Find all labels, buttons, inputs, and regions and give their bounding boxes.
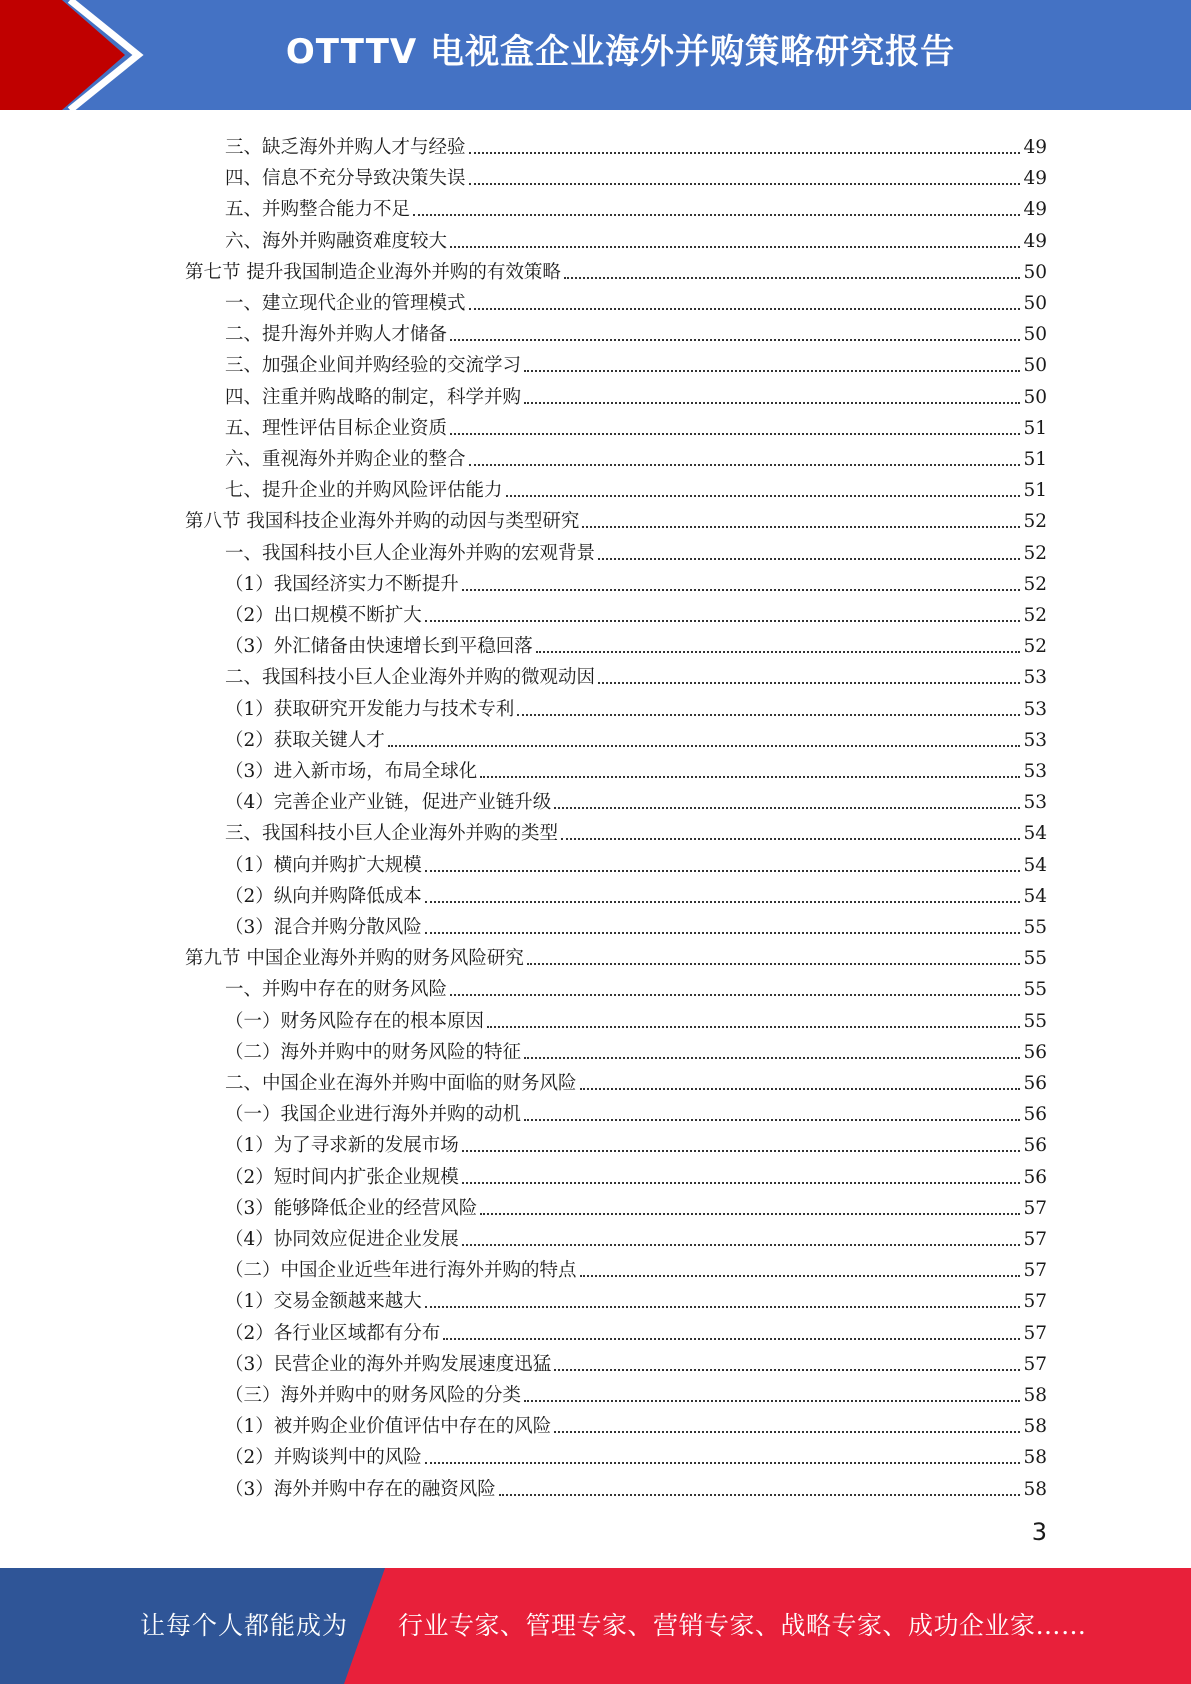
toc-entry[interactable] — [225, 627, 1047, 658]
toc-dot-leader — [554, 807, 1020, 809]
toc-entry-page: 49 — [1023, 230, 1047, 252]
toc-dot-leader — [524, 370, 1020, 372]
toc-entry-title: （3）能够降低企业的经营风险 — [225, 1197, 478, 1219]
toc-entry-title: （3）外汇储备由快速增长到平稳回落 — [225, 636, 533, 658]
toc-entry-page: 50 — [1023, 355, 1047, 377]
page-header — [0, 0, 1191, 110]
toc-entry[interactable] — [225, 1470, 1047, 1501]
toc-entry-title: （2）纵向并购降低成本 — [225, 885, 422, 907]
toc-entry[interactable] — [225, 658, 1047, 689]
toc-entry-page: 57 — [1023, 1353, 1047, 1375]
toc-entry-title: （一）财务风险存在的根本原因 — [225, 1010, 485, 1032]
toc-entry-title: （1）获取研究开发能力与技术专利 — [225, 698, 515, 720]
toc-entry[interactable] — [225, 409, 1047, 440]
toc-entry[interactable] — [225, 1064, 1047, 1095]
toc-entry-title: （2）各行业区域都有分布 — [225, 1322, 441, 1344]
toc-entry-page: 53 — [1023, 698, 1047, 720]
toc-entry-page: 52 — [1023, 542, 1047, 564]
toc-entry[interactable] — [225, 346, 1047, 377]
toc-entry-page: 55 — [1023, 917, 1047, 938]
toc-entry-title: 二、中国企业在海外并购中面临的财务风险 — [225, 1073, 577, 1094]
toc-entry[interactable] — [225, 1002, 1047, 1033]
toc-entry-page: 56 — [1023, 1104, 1047, 1126]
toc-entry-title: 第八节 我国科技企业海外并购的动因与类型研究 — [185, 511, 580, 533]
toc-dot-leader — [462, 1244, 1021, 1246]
toc-entry-page: 57 — [1023, 1322, 1047, 1344]
toc-entry[interactable] — [225, 378, 1047, 409]
toc-dot-leader — [580, 1275, 1021, 1277]
toc-entry-title: （3）进入新市场，布局全球化 — [225, 761, 478, 782]
toc-entry-title: （3）海外并购中存在的融资风险 — [225, 1478, 496, 1500]
toc-entry[interactable] — [225, 908, 1047, 939]
toc-dot-leader — [469, 464, 1021, 466]
toc-entry[interactable] — [185, 502, 1047, 533]
toc-entry-title: （二）中国企业近些年进行海外并购的特点 — [225, 1260, 577, 1282]
toc-entry[interactable] — [225, 1282, 1047, 1313]
toc-entry-title: （1）为了寻求新的发展市场 — [225, 1135, 459, 1157]
toc-entry-title: 三、加强企业间并购经验的交流学习 — [225, 355, 522, 377]
toc-dot-leader — [462, 589, 1021, 591]
toc-entry-page: 58 — [1023, 1385, 1047, 1406]
toc-entry-page: 50 — [1023, 293, 1047, 314]
toc-dot-leader — [524, 1400, 1020, 1402]
toc-dot-leader — [469, 308, 1021, 310]
toc-dot-leader — [425, 932, 1021, 934]
toc-entry[interactable] — [225, 752, 1047, 783]
toc-entry-page: 58 — [1023, 1447, 1047, 1469]
toc-entry-title: （1）交易金额越来越大 — [225, 1291, 422, 1313]
toc-dot-leader — [425, 870, 1021, 872]
toc-entry[interactable] — [185, 253, 1047, 284]
toc-entry-page: 54 — [1023, 823, 1047, 845]
toc-entry-title: （3）混合并购分散风险 — [225, 917, 422, 938]
toc-entry-title: 一、建立现代企业的管理模式 — [225, 293, 466, 314]
toc-entry[interactable] — [225, 1220, 1047, 1251]
toc-entry-page: 57 — [1023, 1229, 1047, 1250]
toc-entry-title: （4）协同效应促进企业发展 — [225, 1229, 459, 1250]
toc-entry-title: 三、缺乏海外并购人才与经验 — [225, 137, 466, 158]
toc-dot-leader — [425, 620, 1021, 622]
toc-dot-leader — [524, 1119, 1020, 1121]
toc-dot-leader — [443, 1338, 1020, 1340]
toc-entry-title: 二、提升海外并购人才储备 — [225, 324, 448, 346]
footer-slogan-left: 让每个人都能成为 — [140, 1611, 349, 1640]
toc-entry-page: 56 — [1023, 1166, 1047, 1188]
toc-entry-page: 53 — [1023, 761, 1047, 782]
toc-entry[interactable] — [225, 877, 1047, 908]
toc-entry-page: 50 — [1023, 324, 1047, 346]
toc-entry-page: 52 — [1023, 636, 1047, 658]
toc-entry-page: 57 — [1023, 1260, 1047, 1282]
toc-entry-page: 55 — [1023, 1010, 1047, 1032]
toc-entry-page: 54 — [1023, 885, 1047, 907]
toc-entry[interactable] — [225, 565, 1047, 596]
toc-entry-title: 六、海外并购融资难度较大 — [225, 230, 448, 252]
toc-entry-page: 51 — [1023, 417, 1047, 439]
toc-entry-title: （2）出口规模不断扩大 — [225, 605, 422, 626]
toc-dot-leader — [487, 1026, 1020, 1028]
toc-entry[interactable] — [225, 721, 1047, 752]
toc-entry-page: 58 — [1023, 1416, 1047, 1438]
toc-entry-page: 55 — [1023, 948, 1047, 970]
toc-entry-title: （三）海外并购中的财务风险的分类 — [225, 1385, 522, 1406]
toc-dot-leader — [598, 682, 1020, 684]
toc-dot-leader — [580, 1088, 1021, 1090]
toc-entry-title: 五、理性评估目标企业资质 — [225, 417, 448, 439]
toc-entry-title: 三、我国科技小巨人企业海外并购的类型 — [225, 823, 559, 845]
toc-entry-title: 二、我国科技小巨人企业海外并购的微观动因 — [225, 667, 596, 689]
toc-dot-leader — [561, 838, 1020, 840]
toc-entry[interactable] — [225, 128, 1047, 159]
toc-entry-page: 49 — [1023, 199, 1047, 221]
toc-entry-page: 52 — [1023, 511, 1047, 533]
toc-dot-leader — [582, 526, 1020, 528]
toc-entry[interactable] — [225, 1189, 1047, 1220]
toc-entry-title: 第七节 提升我国制造企业海外并购的有效策略 — [185, 261, 561, 283]
toc-dot-leader — [425, 1306, 1021, 1308]
toc-entry[interactable] — [225, 190, 1047, 221]
toc-entry-title: （1）被并购企业价值评估中存在的风险 — [225, 1416, 552, 1438]
toc-entry-page: 53 — [1023, 729, 1047, 751]
toc-entry-title: 一、并购中存在的财务风险 — [225, 979, 448, 1001]
toc-dot-leader — [469, 152, 1021, 154]
toc-entry-page: 52 — [1023, 605, 1047, 626]
toc-entry-page: 55 — [1023, 979, 1047, 1001]
toc-entry-title: 五、并购整合能力不足 — [225, 199, 411, 221]
toc-dot-leader — [425, 901, 1021, 903]
toc-entry-title: 四、信息不充分导致决策失误 — [225, 168, 466, 190]
toc-dot-leader — [524, 1057, 1020, 1059]
toc-entry-title: （1）我国经济实力不断提升 — [225, 573, 459, 595]
toc-dot-leader — [425, 1462, 1021, 1464]
toc-dot-leader — [450, 339, 1020, 341]
toc-entry-title: 七、提升企业的并购风险评估能力 — [225, 480, 503, 502]
toc-entry[interactable] — [225, 284, 1047, 315]
toc-entry[interactable] — [225, 970, 1047, 1001]
toc-dot-leader — [462, 1182, 1021, 1184]
toc-dot-leader — [450, 433, 1020, 435]
toc-entry-page: 51 — [1023, 449, 1047, 470]
toc-dot-leader — [536, 651, 1021, 653]
footer-slogan-right: 行业专家、管理专家、营销专家、战略专家、成功企业家…… — [398, 1611, 1087, 1640]
toc-entry[interactable] — [225, 690, 1047, 721]
toc-entry-title: （1）横向并购扩大规模 — [225, 854, 422, 876]
toc-entry[interactable] — [225, 1438, 1047, 1469]
toc-entry[interactable] — [225, 1095, 1047, 1126]
toc-entry[interactable] — [225, 1376, 1047, 1407]
toc-entry[interactable] — [225, 1126, 1047, 1157]
toc-dot-leader — [469, 183, 1021, 185]
toc-entry-title: 六、重视海外并购企业的整合 — [225, 449, 466, 470]
toc-dot-leader — [564, 277, 1021, 279]
toc-entry-title: （一）我国企业进行海外并购的动机 — [225, 1104, 522, 1126]
toc-entry-page: 51 — [1023, 480, 1047, 502]
toc-entry[interactable] — [225, 1345, 1047, 1376]
toc-entry-page: 58 — [1023, 1478, 1047, 1500]
toc-entry[interactable] — [225, 534, 1047, 565]
toc-dot-leader — [524, 402, 1020, 404]
toc-entry[interactable] — [225, 471, 1047, 502]
toc-entry[interactable] — [225, 1314, 1047, 1345]
toc-entry[interactable] — [225, 1251, 1047, 1282]
toc-entry[interactable] — [185, 939, 1047, 970]
toc-entry-page: 50 — [1023, 261, 1047, 283]
toc-entry[interactable] — [225, 1158, 1047, 1189]
toc-entry-page: 52 — [1023, 573, 1047, 595]
toc-dot-leader — [462, 1150, 1021, 1152]
toc-entry[interactable] — [225, 315, 1047, 346]
toc-entry-title: （3）民营企业的海外并购发展速度迅猛 — [225, 1353, 552, 1375]
toc-entry[interactable] — [225, 596, 1047, 627]
toc-entry-page: 54 — [1023, 854, 1047, 876]
toc-entry-title: （2）短时间内扩张企业规模 — [225, 1166, 459, 1188]
toc-dot-leader — [388, 745, 1021, 747]
toc-entry-page: 57 — [1023, 1291, 1047, 1313]
toc-entry-title: （2）获取关键人才 — [225, 729, 385, 751]
toc-entry-title: （二）海外并购中的财务风险的特征 — [225, 1041, 522, 1063]
toc-entry-page: 53 — [1023, 792, 1047, 814]
toc-entry[interactable] — [225, 1407, 1047, 1438]
toc-entry-title: 四、注重并购战略的制定，科学并购 — [225, 386, 522, 408]
page-number: 3 — [1031, 1518, 1047, 1546]
toc-dot-leader — [450, 246, 1020, 248]
toc-dot-leader — [413, 214, 1020, 216]
toc-entry-page: 49 — [1023, 168, 1047, 190]
toc-dot-leader — [598, 558, 1020, 560]
page-footer — [0, 1568, 1191, 1684]
toc-dot-leader — [527, 963, 1021, 965]
toc-dot-leader — [554, 1369, 1020, 1371]
toc-entry-title: 第九节 中国企业海外并购的财务风险研究 — [185, 948, 524, 970]
toc-dot-leader — [506, 495, 1021, 497]
toc-entry-page: 50 — [1023, 386, 1047, 408]
toc-dot-leader — [480, 1213, 1020, 1215]
toc-entry-title: （2）并购谈判中的风险 — [225, 1447, 422, 1469]
toc-entry-page: 56 — [1023, 1073, 1047, 1094]
toc-entry[interactable] — [225, 1033, 1047, 1064]
toc-entry-page: 56 — [1023, 1041, 1047, 1063]
toc-entry-page: 49 — [1023, 137, 1047, 158]
toc-entry[interactable] — [225, 846, 1047, 877]
toc-entry[interactable] — [225, 814, 1047, 845]
toc-entry-title: 一、我国科技小巨人企业海外并购的宏观背景 — [225, 542, 596, 564]
toc-entry-page: 57 — [1023, 1197, 1047, 1219]
report-title: OTTTV 电视盒企业海外并购策略研究报告 — [285, 32, 956, 72]
toc-dot-leader — [517, 714, 1020, 716]
red-chevron-icon — [0, 0, 160, 110]
toc-entry[interactable] — [225, 783, 1047, 814]
toc-dot-leader — [499, 1494, 1021, 1496]
toc-entry-page: 53 — [1023, 667, 1047, 689]
toc-entry-title: （4）完善企业产业链，促进产业链升级 — [225, 792, 552, 814]
toc-dot-leader — [480, 776, 1020, 778]
toc-entry-page: 56 — [1023, 1135, 1047, 1157]
toc-dot-leader — [450, 994, 1020, 996]
toc-entry[interactable] — [225, 222, 1047, 253]
toc-entry[interactable] — [225, 159, 1047, 190]
toc-dot-leader — [554, 1431, 1020, 1433]
toc-entry[interactable] — [225, 440, 1047, 471]
